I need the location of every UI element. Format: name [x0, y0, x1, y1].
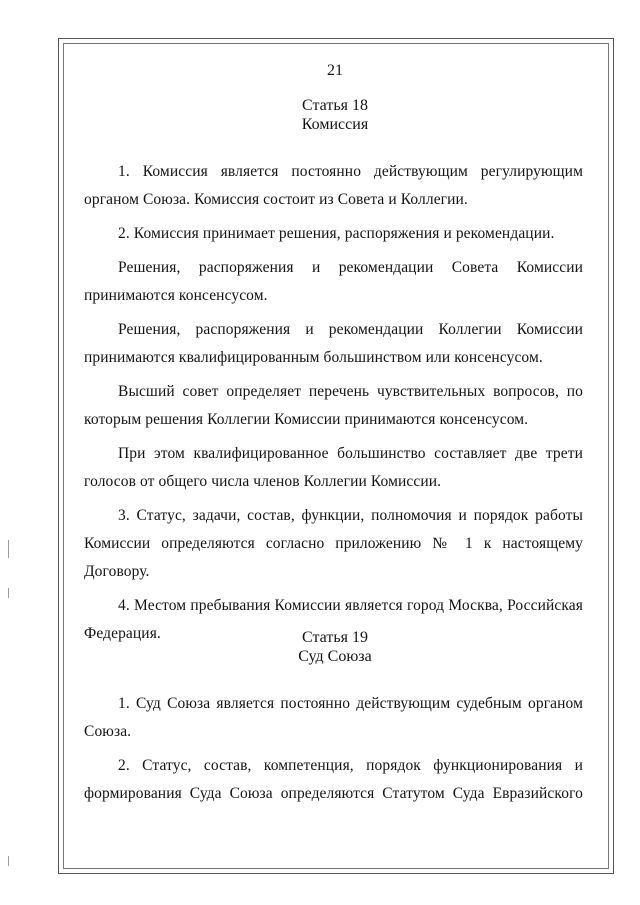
article-18-subtitle: Комиссия: [301, 116, 369, 133]
article-19-title: Статья 19: [302, 629, 368, 646]
article-18-heading: [0, 96, 640, 134]
article-18-paragraph-8: 4. Местом пребывания Комиссии является город Москва, Российская Федерация.: [84, 597, 583, 642]
article-18-paragraph-3: Решения, распоряжения и рекомендации Совета Комиссии принимаются консенсусом.: [84, 259, 583, 304]
article-19-heading: [0, 628, 640, 666]
article-19-paragraph-2: 2. Статус, состав, компетенция, порядок функционирования и формирования Суда Союза определяются Статутом Суда Евразийского: [84, 757, 583, 802]
article-18-paragraph-5: Высший совет определяет перечень чувствительных вопросов, по которым решения Коллегии Комиссии принимаются консенсусом.: [84, 383, 583, 428]
page-number: 21: [327, 62, 343, 79]
article-18-paragraph-1: 1. Комиссия является постоянно действующим регулирующим органом Союза. Комиссия состоит из Совета и Коллегии.: [84, 163, 583, 208]
article-19-paragraph-1: 1. Суд Союза является постоянно действующим судебным органом Союза.: [84, 695, 583, 740]
article-19-body: [84, 690, 583, 814]
article-18-paragraph-7: 3. Статус, задачи, состав, функции, полномочия и порядок работы Комиссии определяются согласно приложению № 1 к настоящему Договору.: [84, 507, 583, 580]
article-18-paragraph-2: 2. Комиссия принимает решения, распоряжения и рекомендации.: [118, 225, 555, 242]
article-18-title: Статья 18: [302, 97, 368, 114]
article-18-paragraph-4: Решения, распоряжения и рекомендации Коллегии Комиссии принимаются квалифицированным большинством или консенсусом.: [84, 321, 583, 366]
article-18-body: [84, 158, 583, 654]
scan-mark-left-2: [8, 588, 9, 598]
scan-mark-left-3: [8, 856, 9, 866]
article-18-paragraph-6: При этом квалифицированное большинство составляет две трети голосов от общего числа членов Коллегии Комиссии.: [84, 445, 583, 490]
scan-mark-left-1: [8, 540, 9, 558]
article-19-subtitle: Суд Союза: [298, 648, 372, 665]
